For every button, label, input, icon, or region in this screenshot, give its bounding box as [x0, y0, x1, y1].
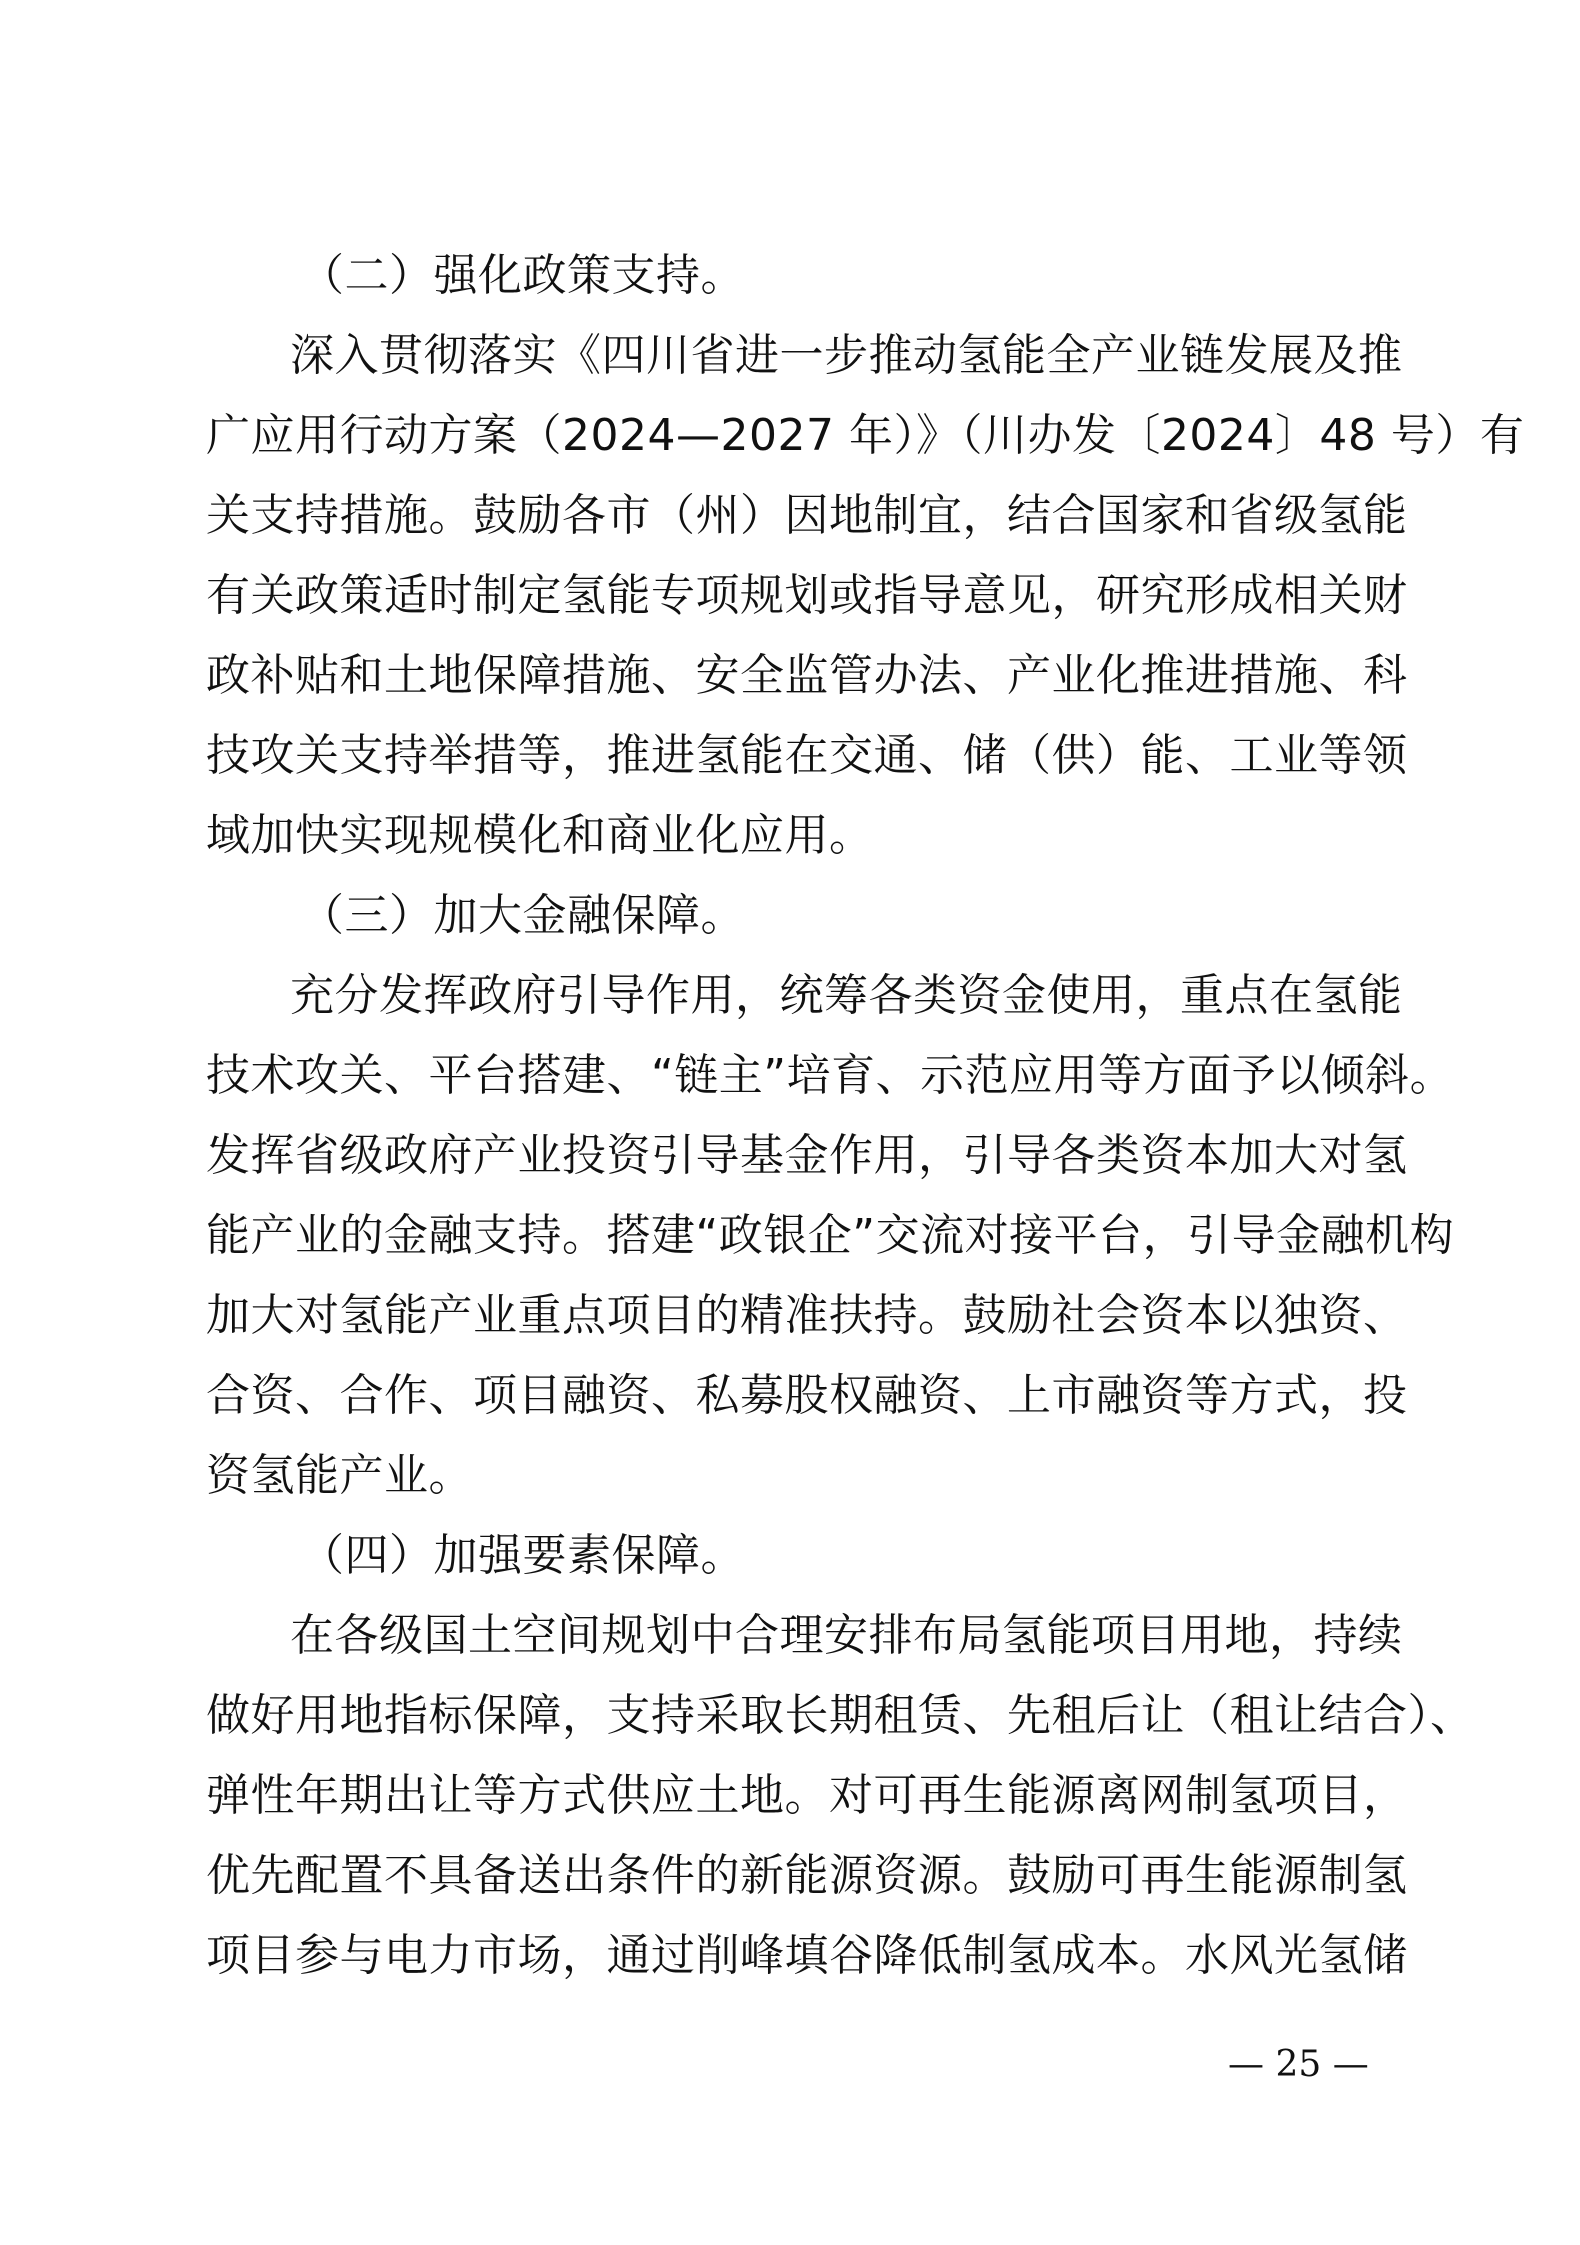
paragraph-line: 资氢能产业。 — [206, 1450, 473, 1501]
section-heading: （三）加大金融保障。 — [300, 890, 745, 941]
paragraph-line: 技术攻关、平台搭建、“链主”培育、示范应用等方面予以倾斜。 — [206, 1050, 1455, 1101]
paragraph-line: 能产业的金融支持。搭建“政银企”交流对接平台，引导金融机构 — [206, 1210, 1455, 1261]
paragraph-line: 关支持措施。鼓励各市（州）因地制宜，结合国家和省级氢能 — [206, 490, 1408, 541]
paragraph-line: 合资、合作、项目融资、私募股权融资、上市融资等方式，投 — [206, 1370, 1408, 1421]
section-heading: （四）加强要素保障。 — [300, 1530, 745, 1581]
paragraph-line: 深入贯彻落实《四川省进一步推动氢能全产业链发展及推 — [290, 330, 1403, 381]
paragraph-line: 域加快实现规模化和商业化应用。 — [206, 810, 874, 861]
paragraph-line: 加大对氢能产业重点项目的精准扶持。鼓励社会资本以独资、 — [206, 1290, 1408, 1341]
paragraph-line: 广应用行动方案（2024—2027 年）》（川办发〔2024〕48 号）有 — [206, 410, 1525, 461]
paragraph-line: 充分发挥政府引导作用，统筹各类资金使用，重点在氢能 — [290, 970, 1403, 1021]
paragraph-line: 发挥省级政府产业投资引导基金作用，引导各类资本加大对氢 — [206, 1130, 1408, 1181]
paragraph-line: 优先配置不具备送出条件的新能源资源。鼓励可再生能源制氢 — [206, 1850, 1408, 1901]
paragraph-line: 政补贴和土地保障措施、安全监管办法、产业化推进措施、科 — [206, 650, 1408, 701]
paragraph-line: 项目参与电力市场，通过削峰填谷降低制氢成本。水风光氢储 — [206, 1930, 1408, 1981]
paragraph-line: 技攻关支持举措等，推进氢能在交通、储（供）能、工业等领 — [206, 730, 1408, 781]
paragraph-line: 在各级国土空间规划中合理安排布局氢能项目用地，持续 — [290, 1610, 1403, 1661]
section-heading: （二）强化政策支持。 — [300, 250, 745, 301]
paragraph-line: 有关政策适时制定氢能专项规划或指导意见，研究形成相关财 — [206, 570, 1408, 621]
page-number: — 25 — — [1228, 2044, 1369, 2085]
paragraph-line: 做好用地指标保障，支持采取长期租赁、先租后让（租让结合）、 — [206, 1690, 1475, 1741]
paragraph-line: 弹性年期出让等方式供应土地。对可再生能源离网制氢项目， — [206, 1770, 1408, 1821]
